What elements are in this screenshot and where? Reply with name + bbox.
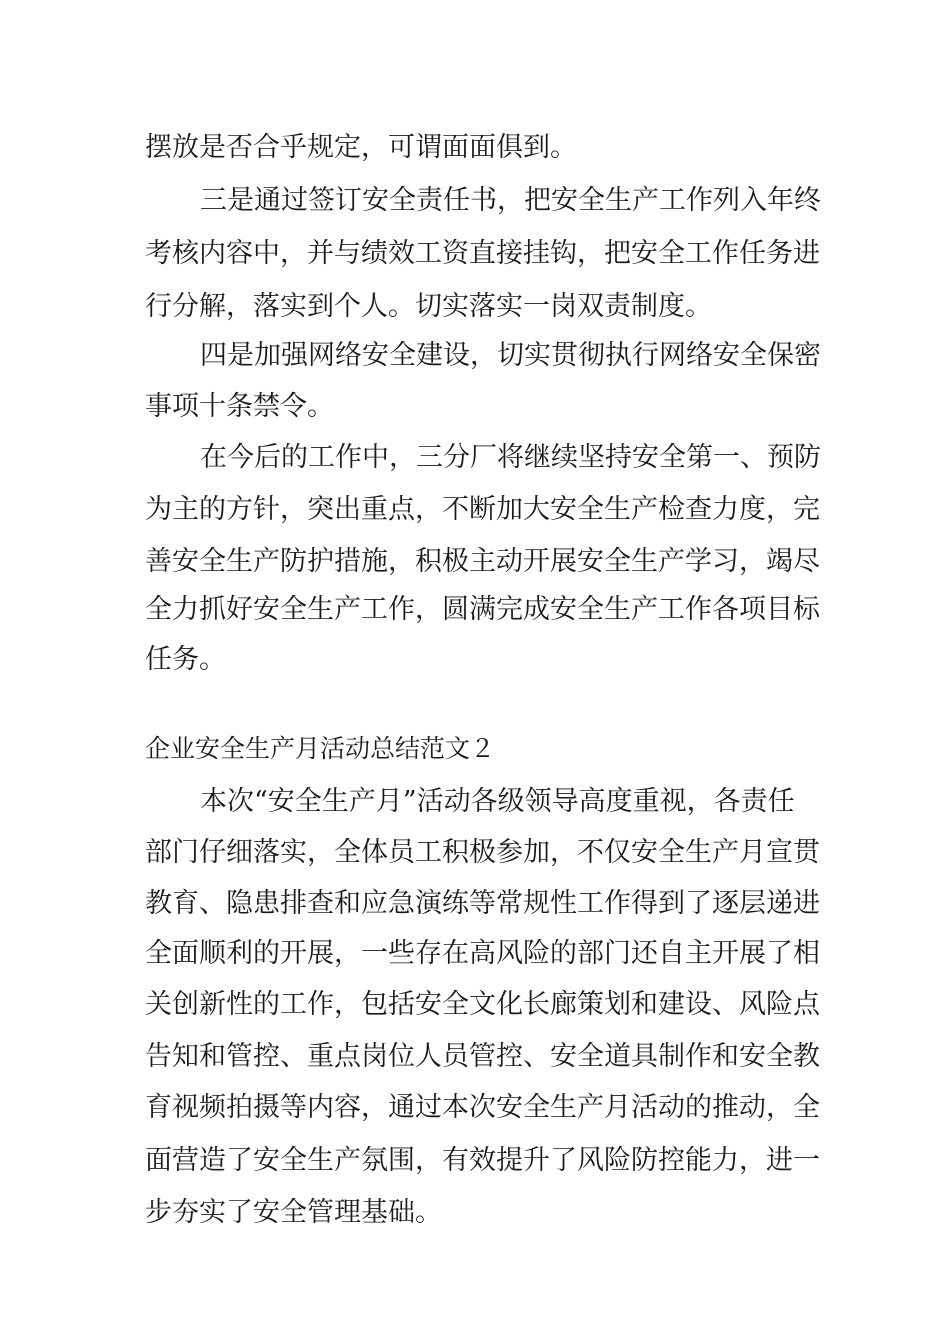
- section-heading: 企业安全生产月活动总结范文２: [145, 734, 496, 763]
- paragraph-line: 部门仔细落实，全体员工积极参加，不仅安全生产月宣贯: [145, 837, 820, 868]
- paragraph-line: 摆放是否合乎规定，可谓面面俱到。: [145, 132, 577, 163]
- paragraph-line: 事项十条禁令。: [145, 391, 334, 422]
- paragraph-line: 全力抓好安全生产工作，圆满完成安全生产工作各项目标: [145, 594, 820, 625]
- paragraph-line: 考核内容中，并与绩效工资直接挂钩，把安全工作任务进: [145, 238, 820, 269]
- paragraph-line: 在今后的工作中，三分厂将继续坚持安全第一、预防: [200, 442, 821, 473]
- paragraph-line: 面营造了安全生产氛围，有效提升了风险防控能力，进一: [145, 1145, 820, 1176]
- paragraph-line: 育视频拍摄等内容，通过本次安全生产月活动的推动，全: [145, 1092, 820, 1123]
- paragraph-line: 行分解，落实到个人。切实落实一岗双责制度。: [145, 291, 712, 322]
- paragraph-line: 步夯实了安全管理基础。: [145, 1197, 442, 1228]
- paragraph-line: 本次“安全生产月”活动各级领导高度重视，各责任: [200, 786, 795, 817]
- paragraph-line: 为主的方针，突出重点，不断加大安全生产检查力度，完: [145, 494, 820, 525]
- paragraph-line: 教育、隐患排查和应急演练等常规性工作得到了逐层递进: [145, 888, 820, 919]
- paragraph-line: 三是通过签订安全责任书，把安全生产工作列入年终: [200, 185, 821, 216]
- paragraph-line: 全面顺利的开展，一些存在高风险的部门还自主开展了相: [145, 938, 820, 969]
- paragraph-line: 任务。: [145, 644, 226, 675]
- paragraph-line: 善安全生产防护措施，积极主动开展安全生产学习，竭尽: [145, 546, 820, 577]
- paragraph-line: 关创新性的工作，包括安全文化长廊策划和建设、风险点: [145, 989, 820, 1020]
- paragraph-line: 告知和管控、重点岗位人员管控、安全道具制作和安全教: [145, 1041, 820, 1072]
- paragraph-line: 四是加强网络安全建设，切实贯彻执行网络安全保密: [200, 340, 821, 371]
